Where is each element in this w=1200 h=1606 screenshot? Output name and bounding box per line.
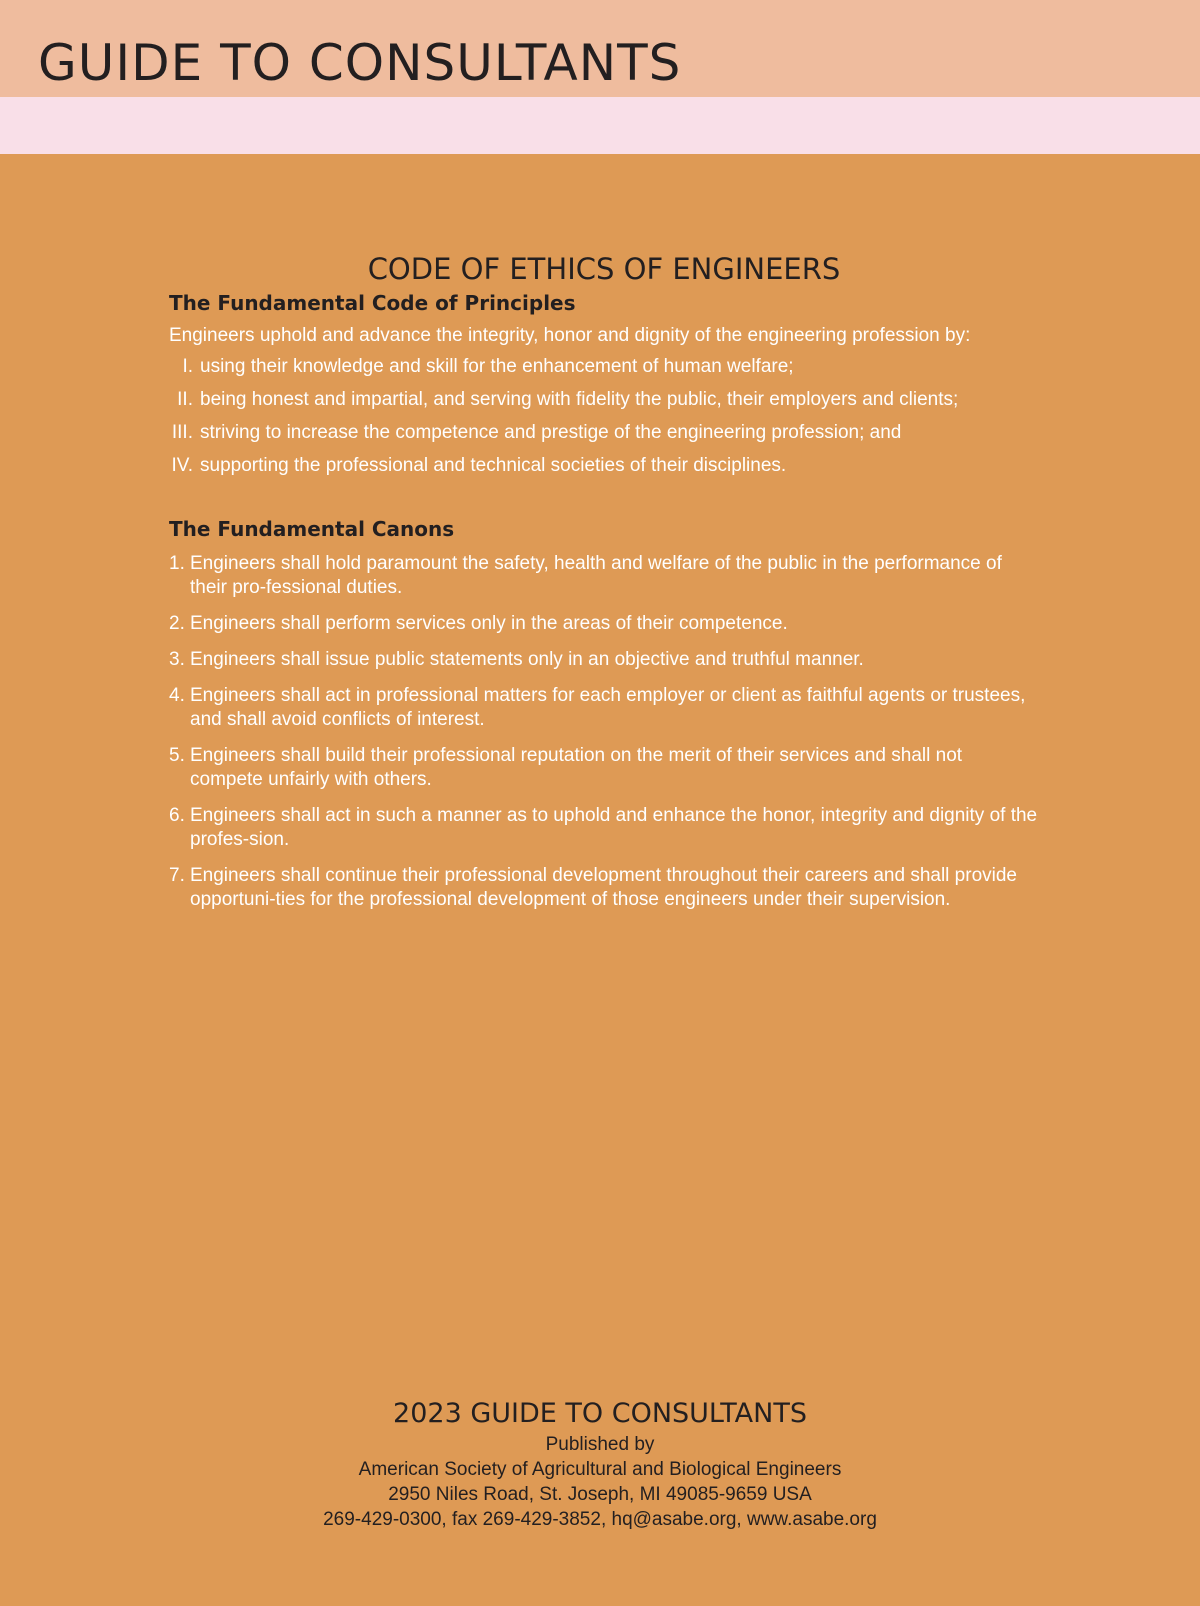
principle-item [169, 353, 1039, 381]
canon-item [169, 744, 1039, 792]
page-header-title: GUIDE TO CONSULTANTS [38, 34, 682, 92]
principle-number: III. [171, 422, 193, 443]
pink-divider-band [0, 97, 1200, 154]
principle-text: striving to increase the competence and prestige of the engineering profession; and [200, 422, 902, 443]
canon-number: 7. [169, 865, 185, 886]
canon-text: Engineers shall act in professional matters for each employer or client as faithful agents or trustees, and shall avoid conflicts of interest. [190, 685, 1026, 730]
header-band [0, 0, 1200, 97]
canon-item [169, 684, 1039, 732]
canon-text: Engineers shall hold paramount the safety, health and welfare of the public in the performance of their pro-fessional duties. [190, 553, 1002, 598]
publisher-contact: 269-429-0300, fax 269-429-3852, hq@asabe.org, www.asabe.org [323, 1509, 877, 1530]
canon-number: 5. [169, 745, 185, 766]
canon-item [169, 864, 1039, 912]
canon-number: 6. [169, 805, 185, 826]
principle-number: II. [177, 389, 193, 410]
canon-item [169, 804, 1039, 852]
canon-text: Engineers shall act in such a manner as to uphold and enhance the honor, integrity and dignity of the profes-sion. [190, 805, 1038, 850]
principle-item [169, 452, 1039, 480]
principle-item [169, 386, 1039, 414]
canon-item [169, 552, 1039, 600]
canon-item [169, 648, 1039, 672]
canon-text: Engineers shall build their professional reputation on the merit of their services and shall not compete unfairly with others. [190, 745, 963, 790]
principle-number: I. [182, 356, 193, 377]
footer-title: 2023 GUIDE TO CONSULTANTS [393, 1398, 807, 1429]
principles-list [169, 353, 1039, 480]
publisher-address: 2950 Niles Road, St. Joseph, MI 49085-9659 USA [388, 1484, 812, 1505]
code-of-ethics-section [169, 250, 1039, 924]
publisher-organization: American Society of Agricultural and Biological Engineers [358, 1459, 842, 1480]
canons-heading: The Fundamental Canons [169, 517, 455, 541]
published-by-label: Published by [545, 1434, 655, 1455]
canon-number: 3. [169, 649, 185, 670]
principle-text: being honest and impartial, and serving with fidelity the public, their employers and clients; [200, 389, 959, 410]
canons-list [169, 552, 1039, 912]
principle-text: using their knowledge and skill for the enhancement of human welfare; [200, 356, 794, 377]
principle-item [169, 419, 1039, 447]
canon-number: 2. [169, 613, 185, 634]
canon-text: Engineers shall perform services only in the areas of their competence. [190, 613, 788, 634]
canon-text: Engineers shall issue public statements only in an objective and truthful manner. [190, 649, 864, 670]
principle-text: supporting the professional and technical societies of their disciplines. [200, 455, 787, 476]
canon-number: 4. [169, 685, 185, 706]
canon-number: 1. [169, 553, 185, 574]
canon-item [169, 612, 1039, 636]
principles-intro: Engineers uphold and advance the integrity, honor and dignity of the engineering profession by: [169, 325, 971, 346]
principle-number: IV. [171, 455, 193, 476]
principles-heading: The Fundamental Code of Principles [169, 291, 576, 315]
canon-text: Engineers shall continue their professional development throughout their careers and shall provide opportuni-ties for the professional development of those engineers under their supervision. [190, 865, 1018, 910]
code-of-ethics-title: CODE OF ETHICS OF ENGINEERS [367, 252, 841, 286]
publication-footer [0, 1396, 1200, 1532]
